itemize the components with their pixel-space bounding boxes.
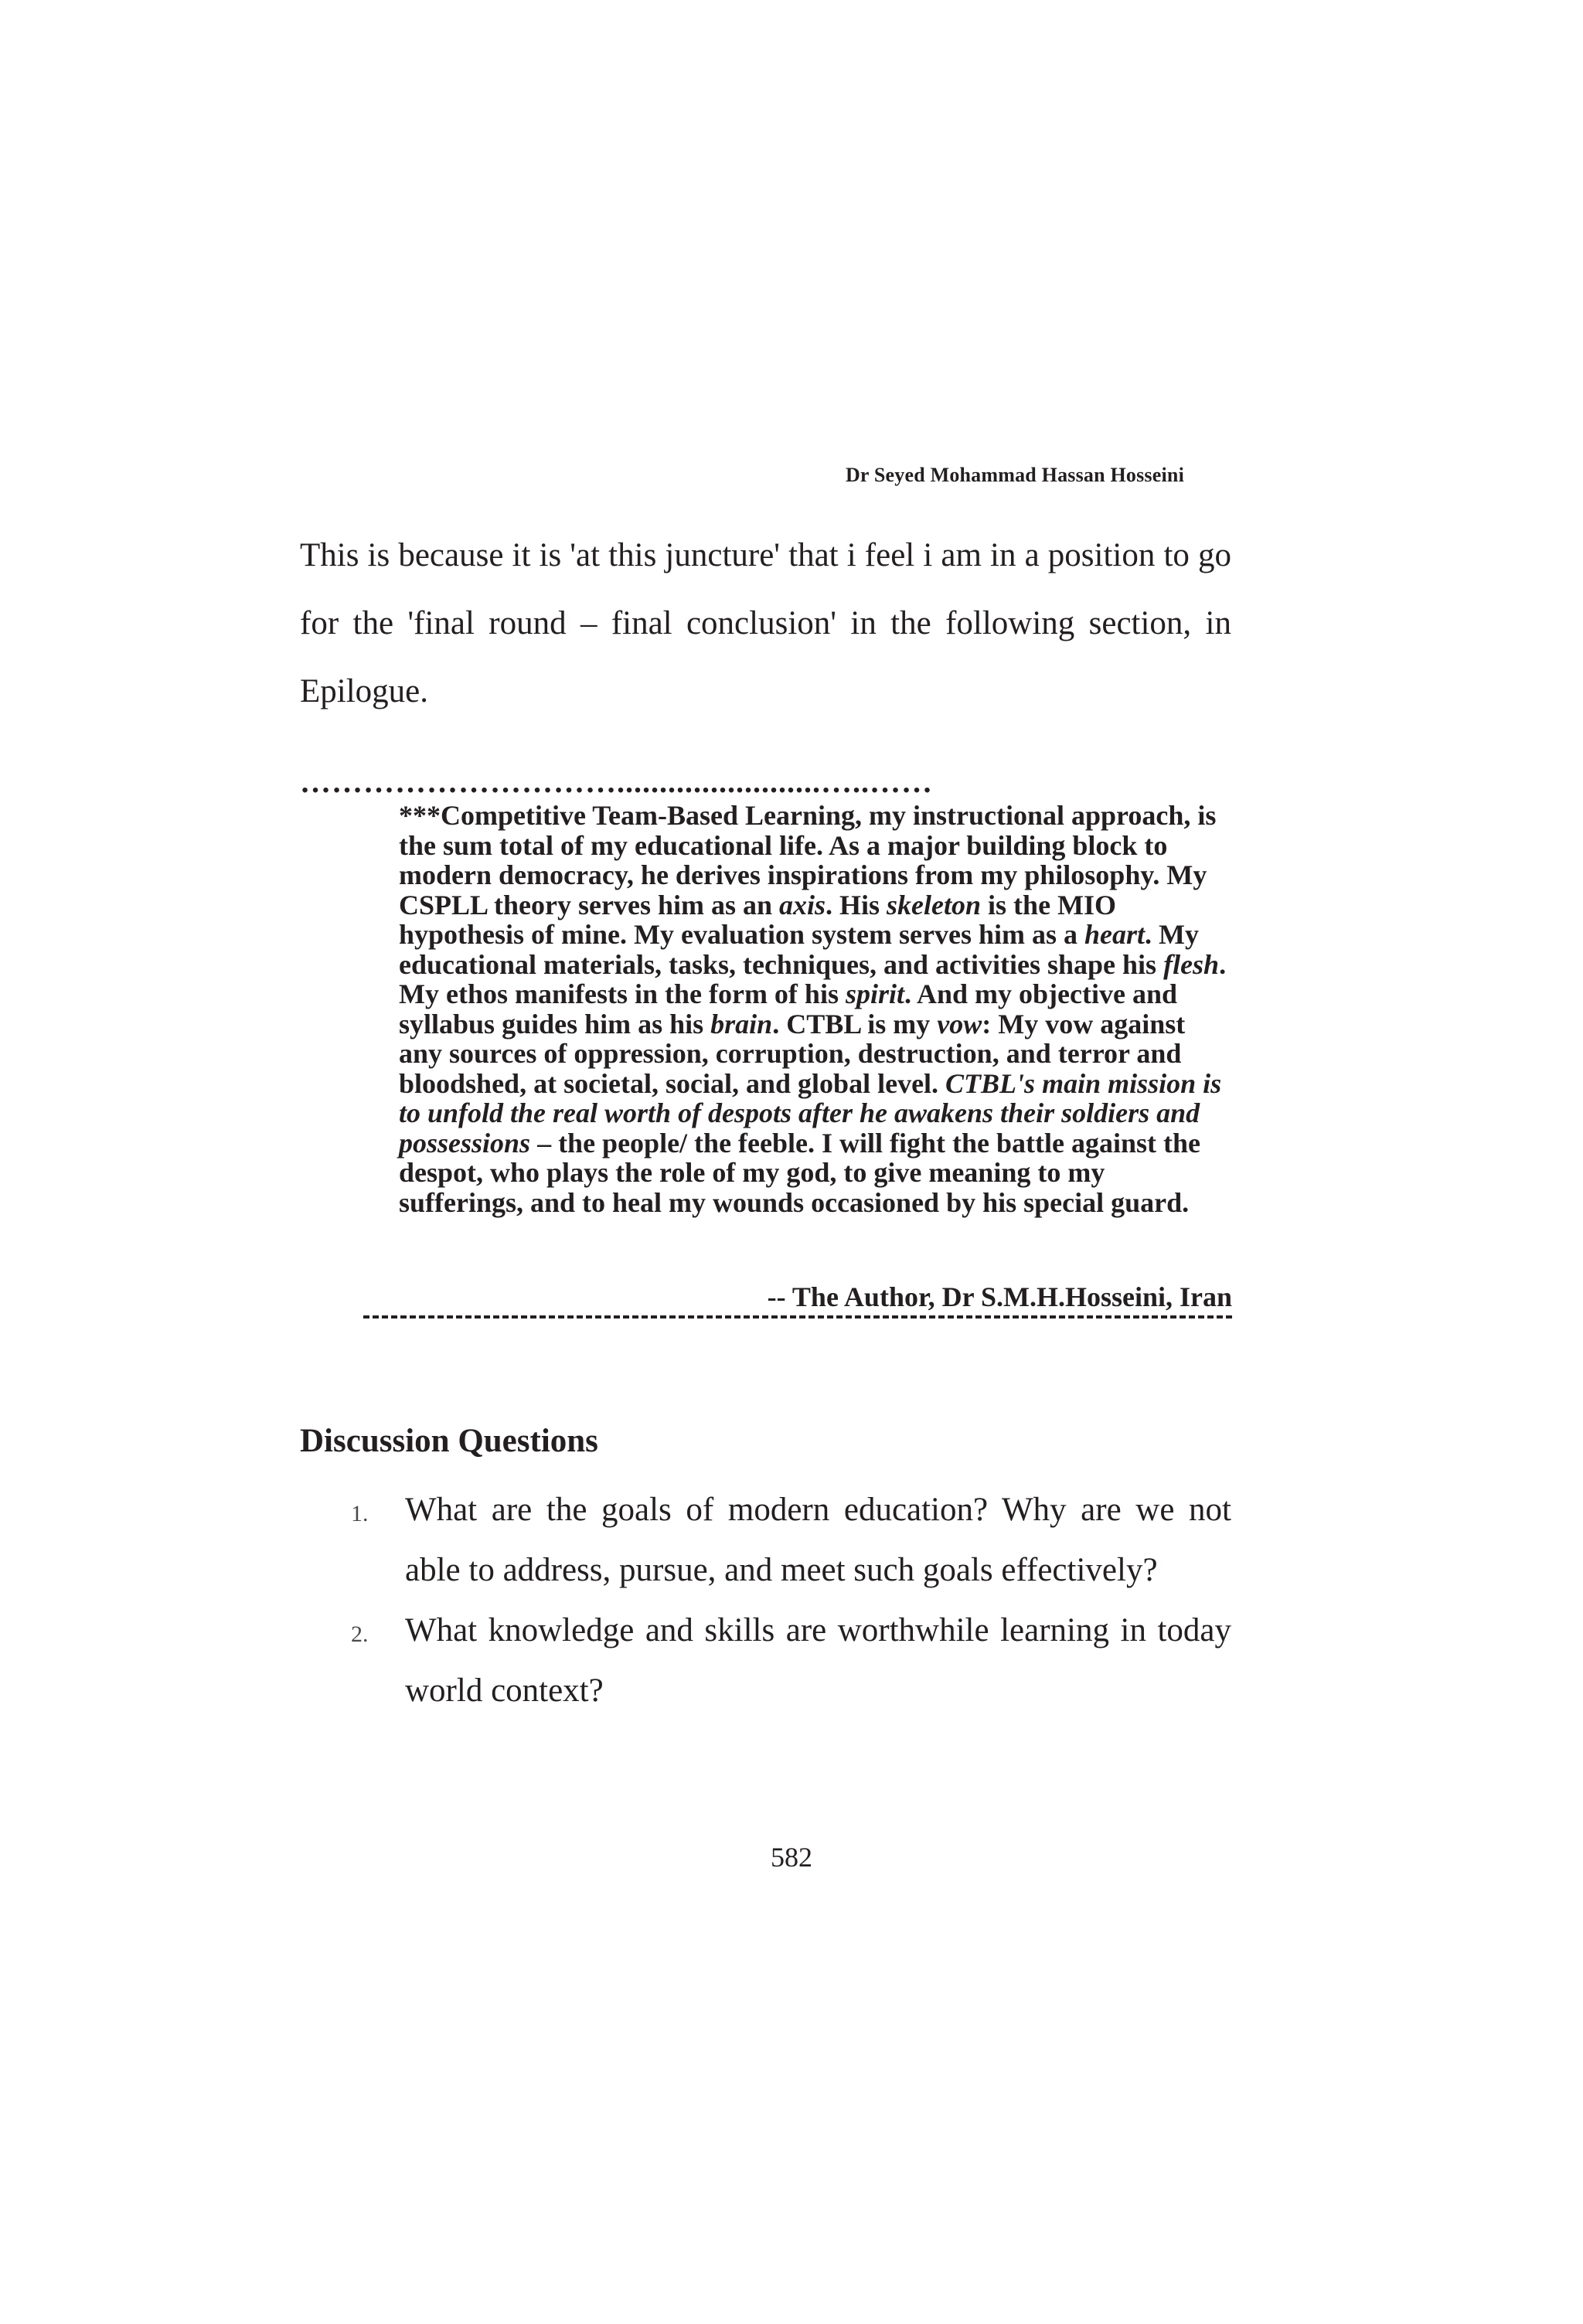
quote-text: : My vow against any sources of oppression, corruption, destruction, and terror and bloodshed, at societal, social, and global level. xyxy=(399,1008,1186,1099)
quote-text: . My educational materials, tasks, techniques, and activities shape his xyxy=(399,919,1199,980)
running-head: Dr Seyed Mohammad Hassan Hosseini xyxy=(845,464,1184,486)
list-item xyxy=(300,1601,1231,1721)
section-heading: Discussion Questions xyxy=(300,1423,598,1459)
body-paragraph: This is because it is 'at this juncture' that i feel i am in a position to go for the 'final round – final conclusion' in the following section, in Epilogue. xyxy=(300,537,1231,709)
list-item xyxy=(300,1480,1231,1601)
quote-text: – the people/ the feeble. I will fight the battle against the despot, who plays the role of my god, to give meaning to my sufferings, and to heal my wounds occasioned by his special guard. xyxy=(399,1127,1200,1218)
question-number: 2. xyxy=(351,1621,369,1647)
quote-emphasis-skeleton: skeleton xyxy=(887,889,982,920)
quote-text: ***Competitive Team-Based Learning, my instructional approach, is the sum total of my educational life. As a major building block to modern democracy, he derives inspirations from my philosophy. My CSPLL theory serves him as an xyxy=(399,800,1217,920)
quote-paragraph xyxy=(399,801,1232,1217)
quote-emphasis-vow: vow xyxy=(937,1008,982,1040)
quote-emphasis-flesh: flesh xyxy=(1163,948,1220,980)
quote-emphasis-axis: axis xyxy=(779,889,826,920)
question-text: What are the goals of modern education? Why are we not able to address, pursue, and meet such goals effectively? xyxy=(405,1492,1231,1588)
dotted-rule: …………………………........................…..…… xyxy=(300,764,933,799)
quote-text: . His xyxy=(826,889,887,920)
quote-text: is the MIO hypothesis of mine. My evaluation system serves him as a xyxy=(399,889,1117,950)
question-text: What knowledge and skills are worthwhile learning in today world context? xyxy=(405,1612,1231,1709)
quote-text: . And my objective and syllabus guides him as his xyxy=(399,978,1178,1040)
page-number: 582 xyxy=(771,1842,812,1873)
dashed-rule xyxy=(363,1315,1232,1319)
quote-text: . CTBL is my xyxy=(772,1008,938,1040)
quote-emphasis-spirit: spirit xyxy=(845,978,904,1009)
quote-emphasis-heart: heart xyxy=(1084,919,1145,950)
quote-text: . My ethos manifests in the form of his xyxy=(399,948,1227,1009)
quote-attribution: -- The Author, Dr S.M.H.Hosseini, Iran xyxy=(767,1281,1232,1312)
quote-emphasis-brain: brain xyxy=(710,1008,773,1040)
quote-block xyxy=(399,801,1232,1217)
quote-emphasis-mission: CTBL's main mission is to unfold the real worth of despots after he awakens their soldiers and possessions xyxy=(399,1067,1222,1159)
question-number: 1. xyxy=(351,1501,369,1526)
discussion-questions-list xyxy=(300,1480,1231,1721)
